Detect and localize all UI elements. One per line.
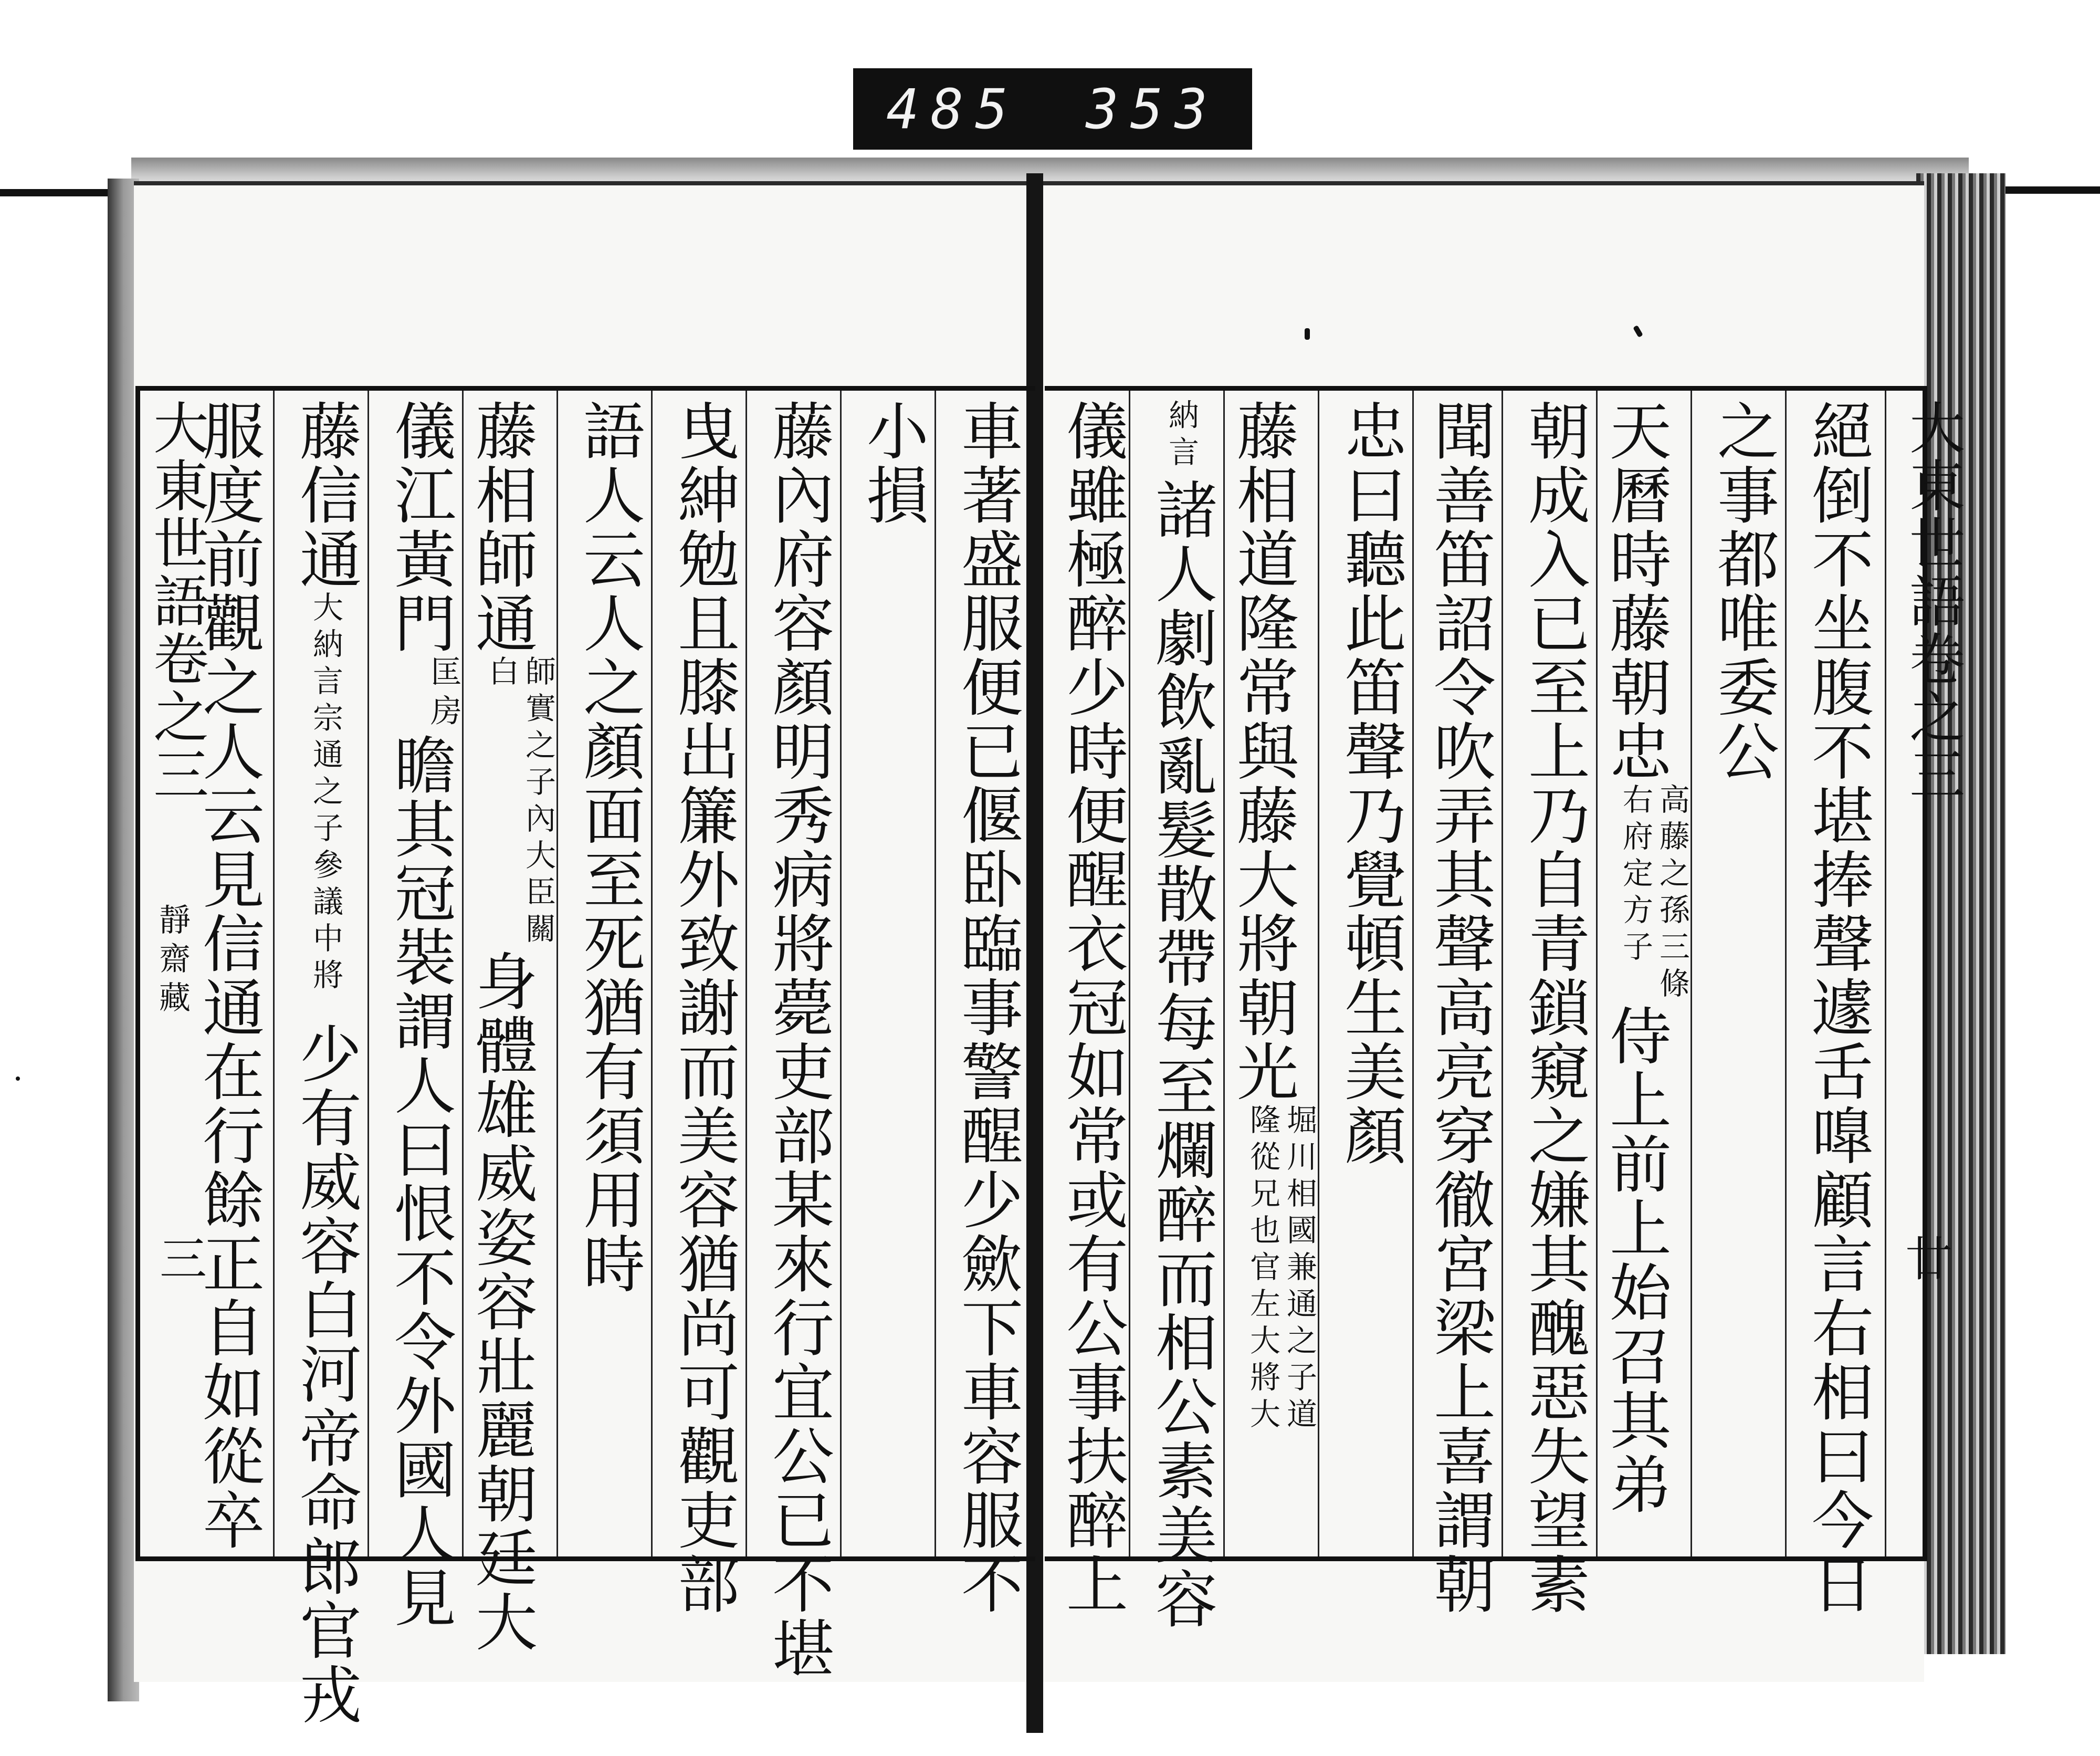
column-rule <box>840 391 842 1556</box>
column-rule <box>368 391 369 1556</box>
text-segment: 身體雄威姿容壯麗朝廷大 <box>465 949 538 1654</box>
column-rule <box>556 391 558 1556</box>
book-page-stack-right <box>1916 173 2006 1654</box>
text-column <box>465 399 556 1654</box>
text-column: 語人云人之顏面至死猶有須用時 <box>573 399 645 1296</box>
interlinear-note: 堀川相國兼通之子道隆從兄也官左大將大 <box>1245 1104 1317 1435</box>
interlinear-note: 納言 <box>1163 399 1199 473</box>
text-segment: 少有威容白河帝命郎官戎 <box>289 1022 362 1727</box>
column-rule <box>1690 391 1692 1556</box>
text-column <box>284 399 368 1727</box>
interlinear-note: 高藤之孫三條右府定方子 <box>1618 783 1690 1004</box>
column-rule <box>1318 391 1319 1556</box>
column-rule <box>651 391 653 1556</box>
text-column: 藤內府容顏明秀病將薨吏部某來行宜公已不堪 <box>762 399 834 1680</box>
column-rule <box>1502 391 1503 1556</box>
ink-speck <box>16 1076 20 1081</box>
text-column: 儀雖極醉少時便醒衣冠如常或有公事扶醉上 <box>1056 399 1128 1616</box>
shelfmark-left-number: 485 <box>886 77 1020 141</box>
text-segment: 藤相道隆常與藤大將朝光 <box>1226 399 1299 1104</box>
ownership-mark: 靜齋藏 <box>154 903 191 1020</box>
text-segment: 藤相師通 <box>465 399 538 655</box>
text-column: 聞善笛詔令吹弄其聲高亮穿徹宮梁上喜謂朝 <box>1423 399 1496 1616</box>
text-column: 朝成入已至上乃自青鎖窺之嫌其醜惡失望素 <box>1518 399 1590 1616</box>
text-column: 絕倒不坐腹不堪捧聲遽舌嘷顧言右相曰今日 <box>1801 399 1874 1616</box>
text-segment: 諸人劇飲亂髮散帶每至爛醉而相公素美容 <box>1145 478 1217 1631</box>
column-rule <box>746 391 747 1556</box>
text-segment: 儀江黃門 <box>384 399 456 655</box>
text-segment: 侍上前上始召其弟 <box>1599 1004 1672 1517</box>
interlinear-note: 匡房 <box>425 655 462 733</box>
column-rule <box>1412 391 1414 1556</box>
text-column: 忠曰聽此笛聲乃覺頓生美顏 <box>1334 399 1406 1168</box>
margin-book-title-left: 大東世語卷之三 <box>144 399 209 803</box>
text-column <box>378 399 462 1630</box>
text-column: 之事都唯委公 <box>1707 399 1779 783</box>
text-column <box>1226 399 1318 1539</box>
text-column: 服度前觀之人云見信通在行餘正自如從卒 <box>192 399 265 1552</box>
scan-edge-line-right <box>1995 186 2100 194</box>
folio-number-right: 廿 <box>1897 1234 1952 1281</box>
margin-book-title-right: 大東世語卷之三 <box>1900 399 1965 803</box>
text-column <box>1599 399 1690 1539</box>
text-column: 小損 <box>856 399 929 527</box>
shelfmark-label <box>853 68 1252 150</box>
column-rule <box>934 391 936 1556</box>
folio-number-left: 三 <box>151 1234 206 1281</box>
interlinear-note: 大納言宗通之子參議中將 <box>308 591 343 996</box>
column-rule <box>273 391 275 1556</box>
text-segment: 瞻其冠裝謂人曰恨不令外國人見 <box>384 733 456 1630</box>
column-rule <box>1885 391 1886 1556</box>
text-segment: 藤信通 <box>289 399 362 591</box>
text-segment: 天曆時藤朝忠 <box>1599 399 1672 783</box>
ink-speck <box>1305 328 1310 340</box>
text-column <box>1139 399 1223 1631</box>
text-column: 車著盛服便已偃卧臨事警醒少歛下車容服不 <box>951 399 1023 1616</box>
shelfmark-right-number: 353 <box>1086 77 1219 141</box>
interlinear-note: 師實之子內大臣關白 <box>484 655 556 949</box>
text-column: 曳紳勉且膝出簾外致謝而美容猶尚可觀吏部 <box>667 399 740 1616</box>
column-rule <box>1785 391 1787 1556</box>
